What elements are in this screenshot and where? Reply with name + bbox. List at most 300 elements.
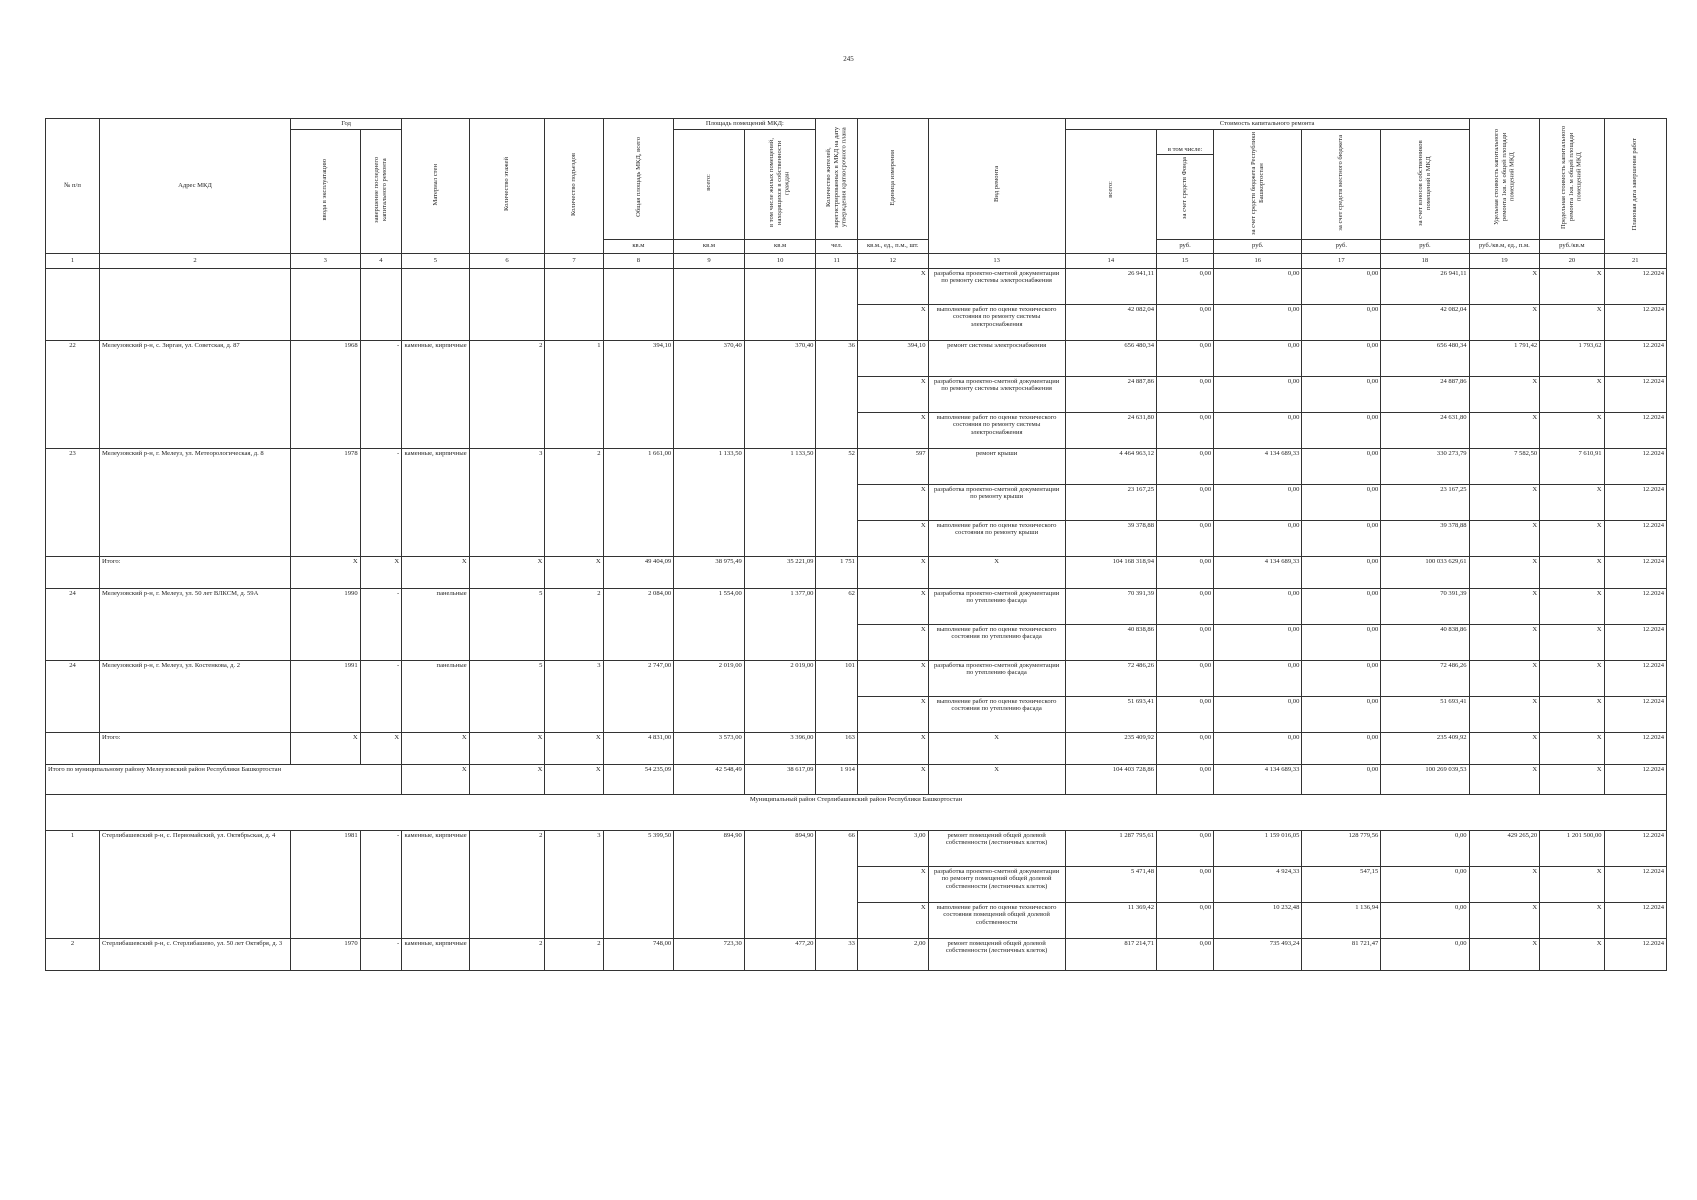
cost-local: 0,00 xyxy=(1302,268,1381,304)
cost-local: 0,00 xyxy=(1302,732,1381,764)
building-address: Стерлибашевский р-н, с. Стерлибашево, ул. 50 лет Октября, д. 3 xyxy=(99,938,290,970)
measure-unit: 3,00 xyxy=(857,830,928,866)
total-area: 394,10 xyxy=(603,340,674,448)
living-area: 35 221,09 xyxy=(744,556,816,588)
residents-count: 52 xyxy=(816,448,858,556)
column-index-cell: 7 xyxy=(545,253,603,268)
cost-total: 24 631,80 xyxy=(1065,412,1156,448)
cost-local: 0,00 xyxy=(1302,448,1381,484)
cost-total: 235 409,92 xyxy=(1065,732,1156,764)
entrances-count xyxy=(545,268,603,340)
cost-total: 42 082,04 xyxy=(1065,304,1156,340)
cost-fund: 0,00 xyxy=(1157,484,1214,520)
repair-kind: выполнение работ по оценке технического состояния по утеплению фасада xyxy=(928,624,1065,660)
specific-cost: 429 265,20 xyxy=(1469,830,1540,866)
row-number xyxy=(46,732,100,764)
cost-local: 128 779,56 xyxy=(1302,830,1381,866)
measure-unit: X xyxy=(857,268,928,304)
repair-kind: выполнение работ по оценке технического состояния по ремонту крыши xyxy=(928,520,1065,556)
repair-kind: X xyxy=(928,556,1065,588)
cost-local: 0,00 xyxy=(1302,696,1381,732)
measure-unit: X xyxy=(857,660,928,696)
column-index-cell: 15 xyxy=(1157,253,1214,268)
header-specific-cost: Удельная стоимость капитального ремонта 1кв. м общей площади помещений МКД xyxy=(1492,129,1516,226)
residents-count: 33 xyxy=(816,938,858,970)
cost-owners: 100 269 039,53 xyxy=(1381,764,1469,794)
living-area xyxy=(744,268,816,340)
building-address xyxy=(99,268,290,340)
plan-date: 12.2024 xyxy=(1604,340,1666,376)
premises-area xyxy=(674,268,745,340)
max-cost: X xyxy=(1540,938,1604,970)
living-area: 3 396,00 xyxy=(744,732,816,764)
year-in-service: 1991 xyxy=(291,660,361,732)
max-cost: 1 793,62 xyxy=(1540,340,1604,376)
max-cost: 1 201 500,00 xyxy=(1540,830,1604,866)
residents-count: 62 xyxy=(816,588,858,660)
year-last-repair xyxy=(360,268,402,340)
column-index-row xyxy=(46,253,1667,268)
cost-total: 24 887,86 xyxy=(1065,376,1156,412)
cost-total: 11 369,42 xyxy=(1065,902,1156,938)
cost-total: 40 838,86 xyxy=(1065,624,1156,660)
cost-fund: 0,00 xyxy=(1157,938,1214,970)
specific-cost: X xyxy=(1469,696,1540,732)
max-cost: X xyxy=(1540,304,1604,340)
measure-unit: 597 xyxy=(857,448,928,484)
plan-date: 12.2024 xyxy=(1604,304,1666,340)
premises-area: 894,90 xyxy=(674,830,745,938)
row-number: 23 xyxy=(46,448,100,556)
repair-kind: ремонт помещений общей долевой собственности (лестничных клеток) xyxy=(928,938,1065,970)
repair-kind: разработка проектно-сметной документации по ремонту крыши xyxy=(928,484,1065,520)
cost-local: 0,00 xyxy=(1302,556,1381,588)
entrances-count: 3 xyxy=(545,660,603,732)
cost-rb: 735 493,24 xyxy=(1214,938,1302,970)
measure-unit: X xyxy=(857,588,928,624)
premises-area: 723,30 xyxy=(674,938,745,970)
total-area: 2 747,00 xyxy=(603,660,674,732)
cost-rb: 4 924,33 xyxy=(1214,866,1302,902)
measure-unit: X xyxy=(857,696,928,732)
row-number xyxy=(46,556,100,588)
total-area: 5 399,50 xyxy=(603,830,674,938)
measure-unit: X xyxy=(857,376,928,412)
residents-count: 1 751 xyxy=(816,556,858,588)
total-area: 1 661,00 xyxy=(603,448,674,556)
floors-count: 2 xyxy=(469,938,545,970)
header-total-area: Общая площадь МКД, всего xyxy=(634,137,642,218)
cost-owners: 330 273,79 xyxy=(1381,448,1469,484)
header-area-living: в том числе жилых помещений, находящихся в собственности граждан xyxy=(768,138,791,228)
repair-kind: разработка проектно-сметной документации по ремонту системы электроснабжения xyxy=(928,268,1065,304)
repair-kind: разработка проектно-сметной документации по утеплению фасада xyxy=(928,588,1065,624)
cost-rb: 0,00 xyxy=(1214,732,1302,764)
cost-local: 547,15 xyxy=(1302,866,1381,902)
living-area: 2 019,00 xyxy=(744,660,816,732)
cost-fund: 0,00 xyxy=(1157,340,1214,376)
max-cost: X xyxy=(1540,696,1604,732)
residents-count: 101 xyxy=(816,660,858,732)
max-cost: X xyxy=(1540,660,1604,696)
column-index-cell: 6 xyxy=(469,253,545,268)
cost-owners: 23 167,25 xyxy=(1381,484,1469,520)
max-cost: X xyxy=(1540,484,1604,520)
residents-count: 36 xyxy=(816,340,858,448)
entrances-count: 3 xyxy=(545,830,603,938)
living-area: 1 377,00 xyxy=(744,588,816,660)
measure-unit: 2,00 xyxy=(857,938,928,970)
repair-kind: выполнение работ по оценке технического состояния помещений общей долевой собственности xyxy=(928,902,1065,938)
column-index-cell: 18 xyxy=(1381,253,1469,268)
table-row xyxy=(46,660,1667,696)
cost-total: 72 486,26 xyxy=(1065,660,1156,696)
floors-count: 3 xyxy=(469,448,545,556)
living-area: 894,90 xyxy=(744,830,816,938)
wall-material: каменные, кирпичные xyxy=(402,340,469,448)
specific-cost: X xyxy=(1469,764,1540,794)
plan-date: 12.2024 xyxy=(1604,830,1666,866)
cost-owners: 100 033 629,61 xyxy=(1381,556,1469,588)
header-year-in-service: ввода в эксплуатацию xyxy=(321,159,329,221)
specific-cost: X xyxy=(1469,484,1540,520)
year-in-service: X xyxy=(291,556,361,588)
entrances-count: X xyxy=(545,556,603,588)
total-area: 2 084,00 xyxy=(603,588,674,660)
header-cost-subgroup: в том числе: xyxy=(1157,146,1214,155)
specific-cost: 7 582,50 xyxy=(1469,448,1540,484)
year-in-service: 1990 xyxy=(291,588,361,660)
cost-total: 104 403 728,86 xyxy=(1065,764,1156,794)
measure-unit: X xyxy=(857,484,928,520)
cost-fund: 0,00 xyxy=(1157,588,1214,624)
unit-16: руб. xyxy=(1214,239,1302,253)
wall-material: каменные, кирпичные xyxy=(402,830,469,938)
measure-unit: 394,10 xyxy=(857,340,928,376)
residents-count: 1 914 xyxy=(816,764,858,794)
cost-owners: 39 378,88 xyxy=(1381,520,1469,556)
cost-rb: 0,00 xyxy=(1214,484,1302,520)
specific-cost: X xyxy=(1469,866,1540,902)
cost-owners: 26 941,11 xyxy=(1381,268,1469,304)
year-in-service: 1981 xyxy=(291,830,361,938)
row-number: 2 xyxy=(46,938,100,970)
section-title: Муниципальный район Стерлибашевский район Республики Башкортостан xyxy=(46,794,1667,830)
cost-rb: 4 134 689,33 xyxy=(1214,556,1302,588)
cost-rb: 0,00 xyxy=(1214,696,1302,732)
wall-material: X xyxy=(402,556,469,588)
plan-date: 12.2024 xyxy=(1604,588,1666,624)
total-area: 54 235,09 xyxy=(603,764,674,794)
header-repair-kind: Вид ремонта xyxy=(992,166,1000,203)
cost-total: 104 168 318,94 xyxy=(1065,556,1156,588)
wall-material: X xyxy=(402,764,469,794)
plan-date: 12.2024 xyxy=(1604,520,1666,556)
row-number: 22 xyxy=(46,340,100,448)
table-row xyxy=(46,588,1667,624)
year-last-repair: X xyxy=(360,732,402,764)
repair-kind: X xyxy=(928,732,1065,764)
specific-cost: X xyxy=(1469,304,1540,340)
year-last-repair: - xyxy=(360,340,402,448)
unit-17: руб. xyxy=(1302,239,1381,253)
column-index-cell: 16 xyxy=(1214,253,1302,268)
measure-unit: X xyxy=(857,304,928,340)
year-last-repair: X xyxy=(360,556,402,588)
cost-local: 0,00 xyxy=(1302,412,1381,448)
column-index-cell: 13 xyxy=(928,253,1065,268)
cost-rb: 4 134 689,33 xyxy=(1214,764,1302,794)
max-cost: X xyxy=(1540,268,1604,304)
floors-count: 2 xyxy=(469,340,545,448)
cost-rb: 0,00 xyxy=(1214,412,1302,448)
specific-cost: X xyxy=(1469,732,1540,764)
column-index-cell: 4 xyxy=(360,253,402,268)
cost-local: 81 721,47 xyxy=(1302,938,1381,970)
cost-local: 0,00 xyxy=(1302,588,1381,624)
repair-kind: ремонт помещений общей долевой собственности (лестничных клеток) xyxy=(928,830,1065,866)
header-year-group: Год xyxy=(291,119,402,130)
year-in-service: X xyxy=(291,732,361,764)
max-cost: X xyxy=(1540,376,1604,412)
cost-local: 0,00 xyxy=(1302,624,1381,660)
building-address: Итого: xyxy=(99,556,290,588)
unit-12: кв.м., ед., п.м., шт. xyxy=(857,239,928,253)
residents-count: 163 xyxy=(816,732,858,764)
building-address: Итого: xyxy=(99,732,290,764)
header-cost-group: Стоимость капитального ремонта xyxy=(1065,119,1469,130)
cost-local: 1 136,94 xyxy=(1302,902,1381,938)
header-floors: Количество этажей xyxy=(503,157,511,212)
unit-15: руб. xyxy=(1157,239,1214,253)
residents-count: 66 xyxy=(816,830,858,938)
table-row xyxy=(46,448,1667,484)
max-cost: 7 610,91 xyxy=(1540,448,1604,484)
cost-owners: 0,00 xyxy=(1381,830,1469,866)
cost-total: 70 391,39 xyxy=(1065,588,1156,624)
premises-area: 1 554,00 xyxy=(674,588,745,660)
year-in-service: 1968 xyxy=(291,340,361,448)
cost-fund: 0,00 xyxy=(1157,830,1214,866)
section-title-row xyxy=(46,794,1667,830)
specific-cost: 1 791,42 xyxy=(1469,340,1540,376)
wall-material: каменные, кирпичные xyxy=(402,448,469,556)
cost-total: 1 287 795,61 xyxy=(1065,830,1156,866)
floors-count: 5 xyxy=(469,660,545,732)
cost-owners: 0,00 xyxy=(1381,938,1469,970)
max-cost: X xyxy=(1540,520,1604,556)
wall-material: X xyxy=(402,732,469,764)
building-address: Мелеузовский р-н, с. Зирган, ул. Советская, д. 87 xyxy=(99,340,290,448)
measure-unit: X xyxy=(857,412,928,448)
repair-kind: разработка проектно-сметной документации по утеплению фасада xyxy=(928,660,1065,696)
year-last-repair: - xyxy=(360,448,402,556)
plan-date: 12.2024 xyxy=(1604,764,1666,794)
header-wall-material: Материал стен xyxy=(431,163,439,206)
row-number xyxy=(46,268,100,340)
header-address: Адрес МКД xyxy=(99,119,290,254)
unit-10: кв.м xyxy=(744,239,816,253)
cost-local: 0,00 xyxy=(1302,376,1381,412)
cost-local: 0,00 xyxy=(1302,340,1381,376)
premises-area: 1 133,50 xyxy=(674,448,745,556)
table-row xyxy=(46,830,1667,866)
row-number: 1 xyxy=(46,830,100,938)
cost-local: 0,00 xyxy=(1302,484,1381,520)
plan-date: 12.2024 xyxy=(1604,696,1666,732)
repair-kind: X xyxy=(928,764,1065,794)
specific-cost: X xyxy=(1469,660,1540,696)
cost-local: 0,00 xyxy=(1302,304,1381,340)
entrances-count: 2 xyxy=(545,588,603,660)
header-unit: Единица измерения xyxy=(888,149,896,206)
cost-rb: 0,00 xyxy=(1214,340,1302,376)
specific-cost: X xyxy=(1469,520,1540,556)
max-cost: X xyxy=(1540,412,1604,448)
column-index-cell: 10 xyxy=(744,253,816,268)
cost-total: 51 693,41 xyxy=(1065,696,1156,732)
floors-count: 2 xyxy=(469,830,545,938)
plan-date: 12.2024 xyxy=(1604,902,1666,938)
repair-kind: разработка проектно-сметной документации по ремонту помещений общей долевой собственности (лестничных клеток) xyxy=(928,866,1065,902)
premises-area: 42 548,49 xyxy=(674,764,745,794)
cost-total: 23 167,25 xyxy=(1065,484,1156,520)
cost-local: 0,00 xyxy=(1302,520,1381,556)
cost-owners: 24 887,86 xyxy=(1381,376,1469,412)
capital-repair-plan-table xyxy=(45,118,1667,971)
cost-fund: 0,00 xyxy=(1157,448,1214,484)
cost-fund: 0,00 xyxy=(1157,660,1214,696)
column-index-cell: 20 xyxy=(1540,253,1604,268)
column-index-cell: 2 xyxy=(99,253,290,268)
premises-area: 370,40 xyxy=(674,340,745,448)
cost-rb: 0,00 xyxy=(1214,520,1302,556)
cost-total: 4 464 963,12 xyxy=(1065,448,1156,484)
cost-fund: 0,00 xyxy=(1157,902,1214,938)
cost-fund: 0,00 xyxy=(1157,624,1214,660)
cost-local: 0,00 xyxy=(1302,764,1381,794)
residents-count xyxy=(816,268,858,340)
unit-20: руб./кв.м xyxy=(1540,239,1604,253)
plan-date: 12.2024 xyxy=(1604,448,1666,484)
header-residents: Количество жителей, зарегистрированных в МКД на дату утверждения краткосрочного плана xyxy=(825,126,848,228)
entrances-count: 1 xyxy=(545,340,603,448)
building-address: Мелеузовский р-н, г. Мелеуз, ул. Метеорологическая, д. 8 xyxy=(99,448,290,556)
measure-unit: X xyxy=(857,902,928,938)
max-cost: X xyxy=(1540,866,1604,902)
cost-rb: 0,00 xyxy=(1214,304,1302,340)
table-row xyxy=(46,340,1667,376)
repair-kind: выполнение работ по оценке технического состояния по ремонту системы электроснабжения xyxy=(928,412,1065,448)
header-cost-owners: за счет взносов собственников помещений в МКД xyxy=(1417,139,1432,226)
premises-area: 3 573,00 xyxy=(674,732,745,764)
wall-material: панельные xyxy=(402,588,469,660)
max-cost: X xyxy=(1540,732,1604,764)
cost-fund: 0,00 xyxy=(1157,696,1214,732)
cost-fund: 0,00 xyxy=(1157,268,1214,304)
plan-date: 12.2024 xyxy=(1604,412,1666,448)
wall-material: панельные xyxy=(402,660,469,732)
total-area: 4 831,00 xyxy=(603,732,674,764)
district-total-row xyxy=(46,764,1667,794)
specific-cost: X xyxy=(1469,556,1540,588)
entrances-count: X xyxy=(545,764,603,794)
cost-fund: 0,00 xyxy=(1157,556,1214,588)
building-address: Мелеузовский р-н, г. Мелеуз, ул. 50 лет ВЛКСМ, д. 59А xyxy=(99,588,290,660)
wall-material xyxy=(402,268,469,340)
plan-body xyxy=(46,253,1667,970)
total-area: 49 404,09 xyxy=(603,556,674,588)
cost-rb: 0,00 xyxy=(1214,660,1302,696)
plan-date: 12.2024 xyxy=(1604,938,1666,970)
unit-11: чел. xyxy=(816,239,858,253)
table-row xyxy=(46,556,1667,588)
column-index-cell: 3 xyxy=(291,253,361,268)
unit-19: руб./кв.м, ед., п.м. xyxy=(1469,239,1540,253)
entrances-count: X xyxy=(545,732,603,764)
column-index-cell: 8 xyxy=(603,253,674,268)
row-number: 24 xyxy=(46,660,100,732)
repair-kind: выполнение работ по оценке технического состояния по ремонту системы электроснабжения xyxy=(928,304,1065,340)
cost-rb: 0,00 xyxy=(1214,588,1302,624)
year-in-service: 1978 xyxy=(291,448,361,556)
cost-owners: 656 480,34 xyxy=(1381,340,1469,376)
measure-unit: X xyxy=(857,556,928,588)
cost-fund: 0,00 xyxy=(1157,376,1214,412)
max-cost: X xyxy=(1540,764,1604,794)
year-in-service: 1970 xyxy=(291,938,361,970)
cost-total: 817 214,71 xyxy=(1065,938,1156,970)
floors-count: X xyxy=(469,732,545,764)
header-cost-local: за счет средств местного бюджета xyxy=(1337,134,1345,231)
cost-owners: 72 486,26 xyxy=(1381,660,1469,696)
cost-owners: 235 409,92 xyxy=(1381,732,1469,764)
year-last-repair: - xyxy=(360,938,402,970)
header-cost-total: всего: xyxy=(1106,181,1114,199)
cost-fund: 0,00 xyxy=(1157,764,1214,794)
header-entrances: Количество подъездов xyxy=(570,152,578,216)
year-last-repair: - xyxy=(360,588,402,660)
repair-kind: ремонт системы электроснабжения xyxy=(928,340,1065,376)
living-area: 38 617,09 xyxy=(744,764,816,794)
page-number: 245 xyxy=(843,55,854,63)
cost-owners: 51 693,41 xyxy=(1381,696,1469,732)
specific-cost: X xyxy=(1469,376,1540,412)
measure-unit: X xyxy=(857,764,928,794)
repair-kind: ремонт крыши xyxy=(928,448,1065,484)
table-row xyxy=(46,268,1667,304)
specific-cost: X xyxy=(1469,902,1540,938)
cost-total: 656 480,34 xyxy=(1065,340,1156,376)
measure-unit: X xyxy=(857,520,928,556)
plan-date: 12.2024 xyxy=(1604,624,1666,660)
measure-unit: X xyxy=(857,732,928,764)
header-area-all: всего: xyxy=(705,174,713,192)
cost-local: 0,00 xyxy=(1302,660,1381,696)
column-index-cell: 21 xyxy=(1604,253,1666,268)
measure-unit: X xyxy=(857,866,928,902)
table-row xyxy=(46,938,1667,970)
cost-fund: 0,00 xyxy=(1157,412,1214,448)
cost-total: 26 941,11 xyxy=(1065,268,1156,304)
premises-area: 38 975,49 xyxy=(674,556,745,588)
cost-total: 5 471,48 xyxy=(1065,866,1156,902)
cost-rb: 0,00 xyxy=(1214,624,1302,660)
premises-area: 2 019,00 xyxy=(674,660,745,732)
district-total-label: Итого по муниципальному району Мелеузовский район Республики Башкортостан xyxy=(46,764,402,794)
building-address: Мелеузовский р-н, г. Мелеуз, ул. Костенкова, д. 2 xyxy=(99,660,290,732)
column-index-cell: 17 xyxy=(1302,253,1381,268)
